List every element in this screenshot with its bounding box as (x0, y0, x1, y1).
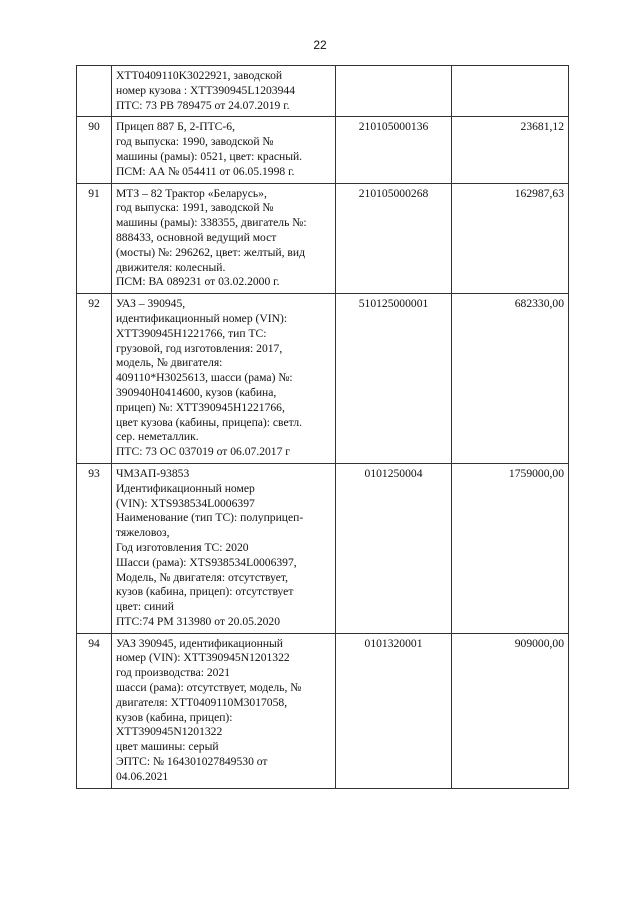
description-line: ЭПТС: № 164301027849530 от (116, 755, 268, 769)
row-number: 90 (77, 117, 112, 183)
description-line: XTT390945H1221766, тип ТС: (116, 326, 267, 340)
description-line: ПТС: 73 ОС 037019 от 06.07.2017 г (116, 445, 291, 459)
vehicle-description (112, 463, 336, 633)
description-line: (VIN): XTS938534L0006397 (116, 496, 255, 510)
row-number: 93 (77, 463, 112, 633)
table-row (77, 294, 569, 464)
vehicle-description (112, 66, 336, 117)
description-line: идентификационный номер (VIN): (116, 311, 288, 325)
description-line: (мосты) №: 296262, цвет: желтый, вид (116, 245, 305, 259)
description-line: 888433, основной ведущий мост (116, 230, 277, 244)
description-line: Модель, № двигателя: отсутствует, (116, 570, 289, 584)
description-line: ПСМ: АА № 054411 от 06.05.1998 г. (116, 164, 295, 178)
description-line: 409110*H3025613, шасси (рама) №: (116, 371, 293, 385)
description-line: Прицеп 887 Б, 2-ПТС-6, (116, 120, 235, 134)
description-line: модель, № двигателя: (116, 356, 223, 370)
description-line: цвет: синий (116, 600, 174, 614)
vehicle-description (112, 633, 336, 788)
description-line: ПТС: 73 РВ 789475 от 24.07.2019 г. (116, 98, 290, 112)
page-number: 22 (313, 38, 327, 52)
row-number: 94 (77, 633, 112, 788)
description-line: Наименование (тип ТС): полуприцеп- (116, 511, 304, 525)
vehicle-description (112, 294, 336, 464)
description-line: цвет кузова (кабины, прицепа): светл. (116, 415, 303, 429)
vehicle-table (76, 65, 569, 789)
book-value: 682330,00 (452, 294, 569, 464)
inventory-number: 210105000136 (336, 117, 452, 183)
description-line: номер кузова : XTT390945L1203944 (116, 83, 295, 97)
book-value: 909000,00 (452, 633, 569, 788)
description-line: кузов (кабина, прицеп): отсутствует (116, 585, 294, 599)
table-row (77, 463, 569, 633)
book-value: 162987,63 (452, 183, 569, 294)
table-row (77, 117, 569, 183)
description-line: УАЗ 390945, идентификационный (116, 636, 284, 650)
description-line: год производства: 2021 (116, 666, 231, 680)
vehicle-description (112, 117, 336, 183)
description-line: Идентификационный номер (116, 481, 255, 495)
description-line: цвет машины: серый (116, 740, 219, 754)
description-line: ПСМ: ВА 089231 от 03.02.2000 г. (116, 275, 280, 289)
description-line: двигателя: XTT0409110M3017058, (116, 695, 288, 709)
description-line: ЧМЗАП-93853 (116, 466, 190, 480)
description-line: тяжеловоз, (116, 526, 170, 540)
description-line: кузов (кабина, прицеп): (116, 710, 233, 724)
description-line: сер. неметаллик. (116, 430, 199, 444)
row-number: 91 (77, 183, 112, 294)
inventory-number: 0101320001 (336, 633, 452, 788)
book-value: 1759000,00 (452, 463, 569, 633)
row-number: 92 (77, 294, 112, 464)
description-line: машины (рамы): 338355, двигатель №: (116, 216, 307, 230)
row-number (77, 66, 112, 117)
description-line: прицеп) №: XTT390945H1221766, (116, 400, 285, 414)
inventory-number: 0101250004 (336, 463, 452, 633)
description-line: грузовой, год изготовления: 2017, (116, 341, 283, 355)
description-line: ПТС:74 РМ 313980 от 20.05.2020 (116, 614, 281, 628)
table-row (77, 633, 569, 788)
description-line: год выпуска: 1991, заводской № (116, 201, 274, 215)
table-row (77, 66, 569, 117)
description-line: Шасси (рама): XTS938534L0006397, (116, 555, 297, 569)
inventory-number (336, 66, 452, 117)
description-line: год выпуска: 1990, заводской № (116, 135, 274, 149)
description-line: номер (VIN): XTT390945N1201322 (116, 651, 290, 665)
description-line: шасси (рама): отсутствует, модель, № (116, 681, 302, 695)
description-line: 390940H0414600, кузов (кабина, (116, 385, 277, 399)
description-line: МТЗ – 82 Трактор «Беларусь», (116, 186, 267, 200)
table-row (77, 183, 569, 294)
description-line: 04.06.2021 (116, 769, 169, 783)
description-line: УАЗ – 390945, (116, 297, 186, 311)
inventory-number: 210105000268 (336, 183, 452, 294)
inventory-number: 510125000001 (336, 294, 452, 464)
description-line: XTT0409110K3022921, заводской (116, 69, 283, 82)
table-body (77, 66, 569, 789)
description-line: движителя: колесный. (116, 260, 226, 274)
book-value: 23681,12 (452, 117, 569, 183)
description-line: Год изготовления ТС: 2020 (116, 540, 249, 554)
description-line: XTT390945N1201322 (116, 725, 223, 739)
description-line: машины (рамы): 0521, цвет: красный. (116, 149, 303, 163)
book-value (452, 66, 569, 117)
vehicle-description (112, 183, 336, 294)
